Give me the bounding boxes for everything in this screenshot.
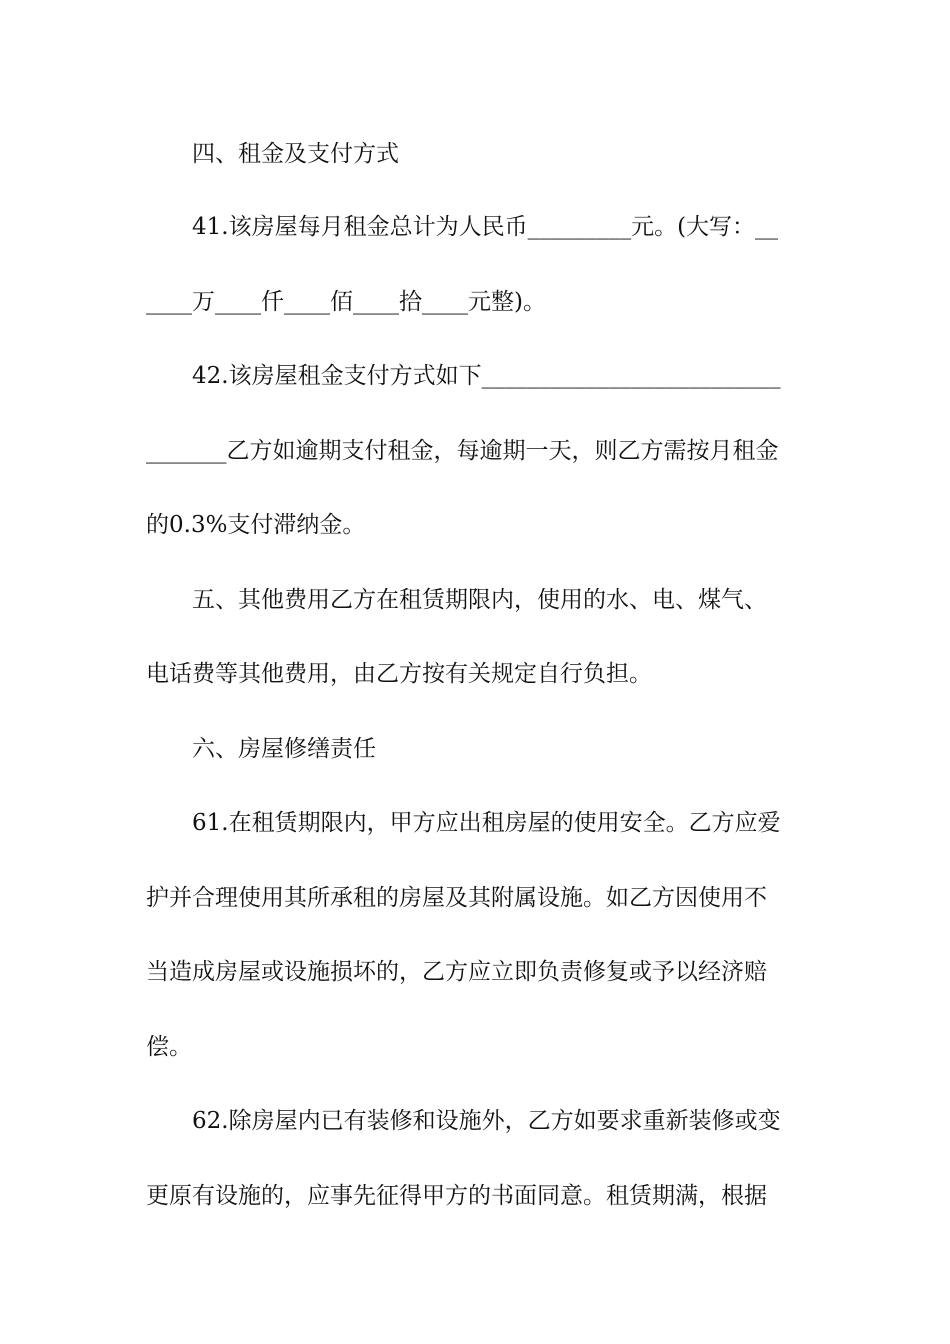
- clause-41-line-1: 41.该房屋每月租金总计为人民币_________元。(大写：__: [192, 214, 779, 240]
- other-fees-line-2: 电话费等其他费用，由乙方按有关规定自行负担。: [146, 661, 652, 687]
- section-heading-other-fees: 五、其他费用乙方在租赁期限内，使用的水、电、煤气、: [192, 587, 767, 613]
- clause-42-line-1: 42.该房屋租金支付方式如下__________________________: [192, 363, 781, 389]
- section-heading-repair: 六、房屋修缮责任: [192, 736, 376, 762]
- clause-62-line-2: 更原有设施的，应事先征得甲方的书面同意。租赁期满，根据: [146, 1183, 767, 1209]
- clause-61-line-4: 偿。: [146, 1034, 192, 1060]
- clause-61-line-3: 当造成房屋或设施损坏的，乙方应立即负责修复或予以经济赔: [146, 959, 767, 985]
- clause-42-line-2: _______乙方如逾期支付租金，每逾期一天，则乙方需按月租金: [146, 438, 779, 464]
- section-heading-rent: 四、租金及支付方式: [192, 141, 399, 167]
- clause-61-line-1: 61.在租赁期限内，甲方应出租房屋的使用安全。乙方应爱: [192, 810, 781, 836]
- clause-61-line-2: 护并合理使用其所承租的房屋及其附属设施。如乙方因使用不: [146, 885, 767, 911]
- clause-62-line-1: 62.除房屋内已有装修和设施外，乙方如要求重新装修或变: [192, 1108, 781, 1134]
- clause-42-line-3: 的0.3%支付滞纳金。: [146, 512, 366, 538]
- clause-41-line-2: ____万____仟____佰____拾____元整)。: [146, 289, 546, 315]
